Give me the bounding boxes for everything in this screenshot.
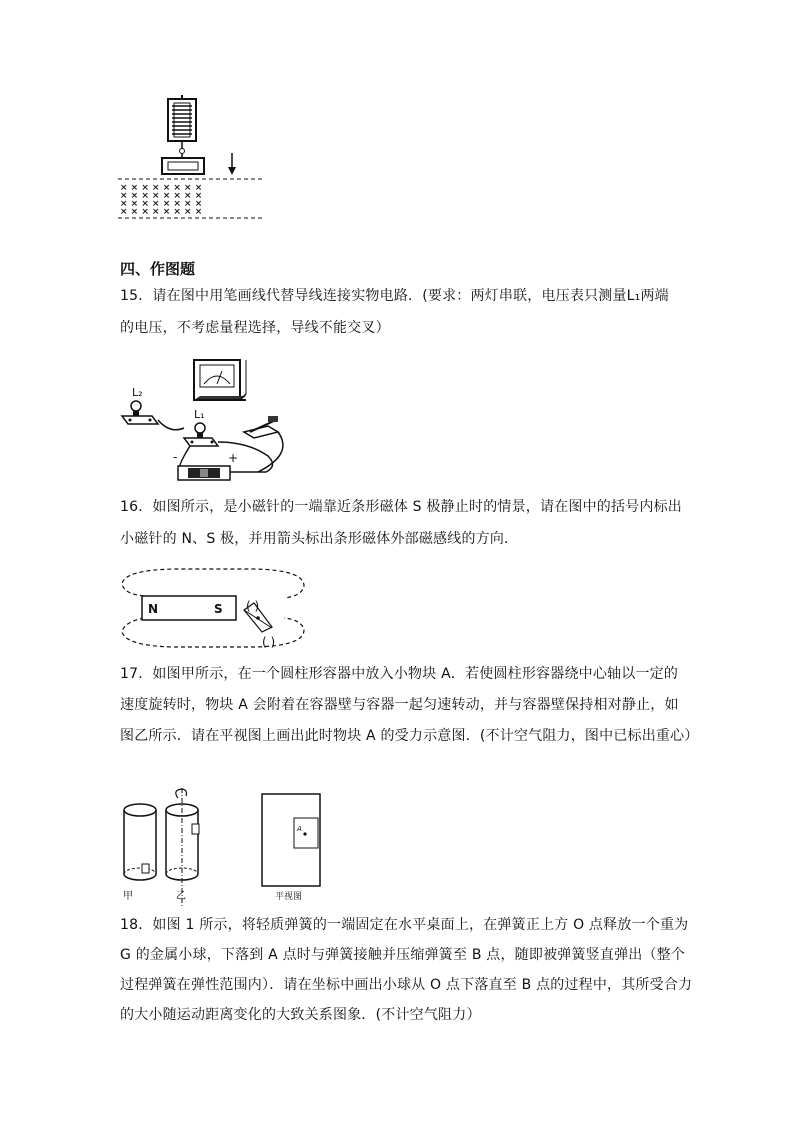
magnet-n-label: N xyxy=(148,602,159,616)
label-l2: L₂ xyxy=(132,386,143,399)
label-jia: 甲 xyxy=(123,891,133,902)
q17-line-1: 17．如图甲所示，在一个圆柱形容器中放入小物块 A．若使圆柱形容器绕中心轴以一定的 xyxy=(120,666,679,682)
voltmeter-icon xyxy=(194,360,246,400)
q15-line-2: 的电压，不考虑量程选择，导线不能交叉） xyxy=(120,320,390,336)
svg-text:× × × × × × × ×: × × × × × × × × xyxy=(120,183,203,193)
svg-text:× × × × × × × ×: × × × × × × × × xyxy=(120,207,203,217)
q16-line-2: 小磁针的 N、S 极，并用箭头标出条形磁体外部磁感线的方向． xyxy=(120,531,519,547)
figure-bar-magnet xyxy=(114,566,314,650)
cylinder-jia-icon xyxy=(124,804,156,880)
plan-view-diagram xyxy=(262,794,320,886)
bracket-top: ( ) xyxy=(246,599,260,613)
bulb-l2-icon xyxy=(122,386,158,424)
cylinder-yi-icon xyxy=(166,788,199,906)
figure-rotating-cylinder xyxy=(112,788,342,908)
label-block: A xyxy=(297,825,302,833)
label-yi: 乙 xyxy=(176,891,186,902)
magnet-s-label: S xyxy=(214,602,223,616)
q17-line-3: 图乙所示．请在平视图上画出此时物块 A 的受力示意图．(不计空气阻力，图中已标出重心） xyxy=(120,728,699,744)
label-plus: + xyxy=(228,451,239,465)
q18-line-4: 的大小随运动距离变化的大致关系图象．(不计空气阻力） xyxy=(120,1007,481,1023)
q18-line-2: G 的金属小球，下落到 A 点时与弹簧接触并压缩弹簧至 B 点，随即被弹簧竖直弹出（整个 xyxy=(120,947,686,963)
label-plan: 平视图 xyxy=(275,892,303,902)
q15-line-1: 15．请在图中用笔画线代替导线连接实物电路．(要求：两灯串联，电压表只测量L₁两端 xyxy=(120,288,669,304)
q16-line-1: 16．如图所示，是小磁针的一端靠近条形磁体 S 极静止时的情景，请在图中的括号内标出 xyxy=(120,499,682,515)
svg-text:× × × × × × × ×: × × × × × × × × xyxy=(120,199,203,209)
q17-line-2: 速度旋转时，物块 A 会附着在容器壁与容器一起匀速转动，并与容器壁保持相对静止，如 xyxy=(120,697,679,713)
q18-line-3: 过程弹簧在弹性范围内）．请在坐标中画出小球从 O 点下落直至 B 点的过程中，其所受合力 xyxy=(120,977,693,993)
switch-icon xyxy=(244,416,278,438)
figure-electromagnet-field xyxy=(110,95,270,225)
bulb-l1-icon xyxy=(184,408,218,446)
q18-line-1: 18．如图 1 所示，将轻质弹簧的一端固定在水平桌面上，在弹簧正上方 O 点释放一个重为 xyxy=(120,917,689,933)
section-heading: 四、作图题 xyxy=(120,260,196,278)
label-minus: - xyxy=(173,450,178,464)
figure-circuit xyxy=(118,356,298,486)
battery-icon xyxy=(173,450,238,480)
svg-text:× × × × × × × ×: × × × × × × × × xyxy=(120,191,203,201)
label-l1: L₁ xyxy=(194,408,205,421)
bracket-bottom: ( ) xyxy=(262,635,276,649)
